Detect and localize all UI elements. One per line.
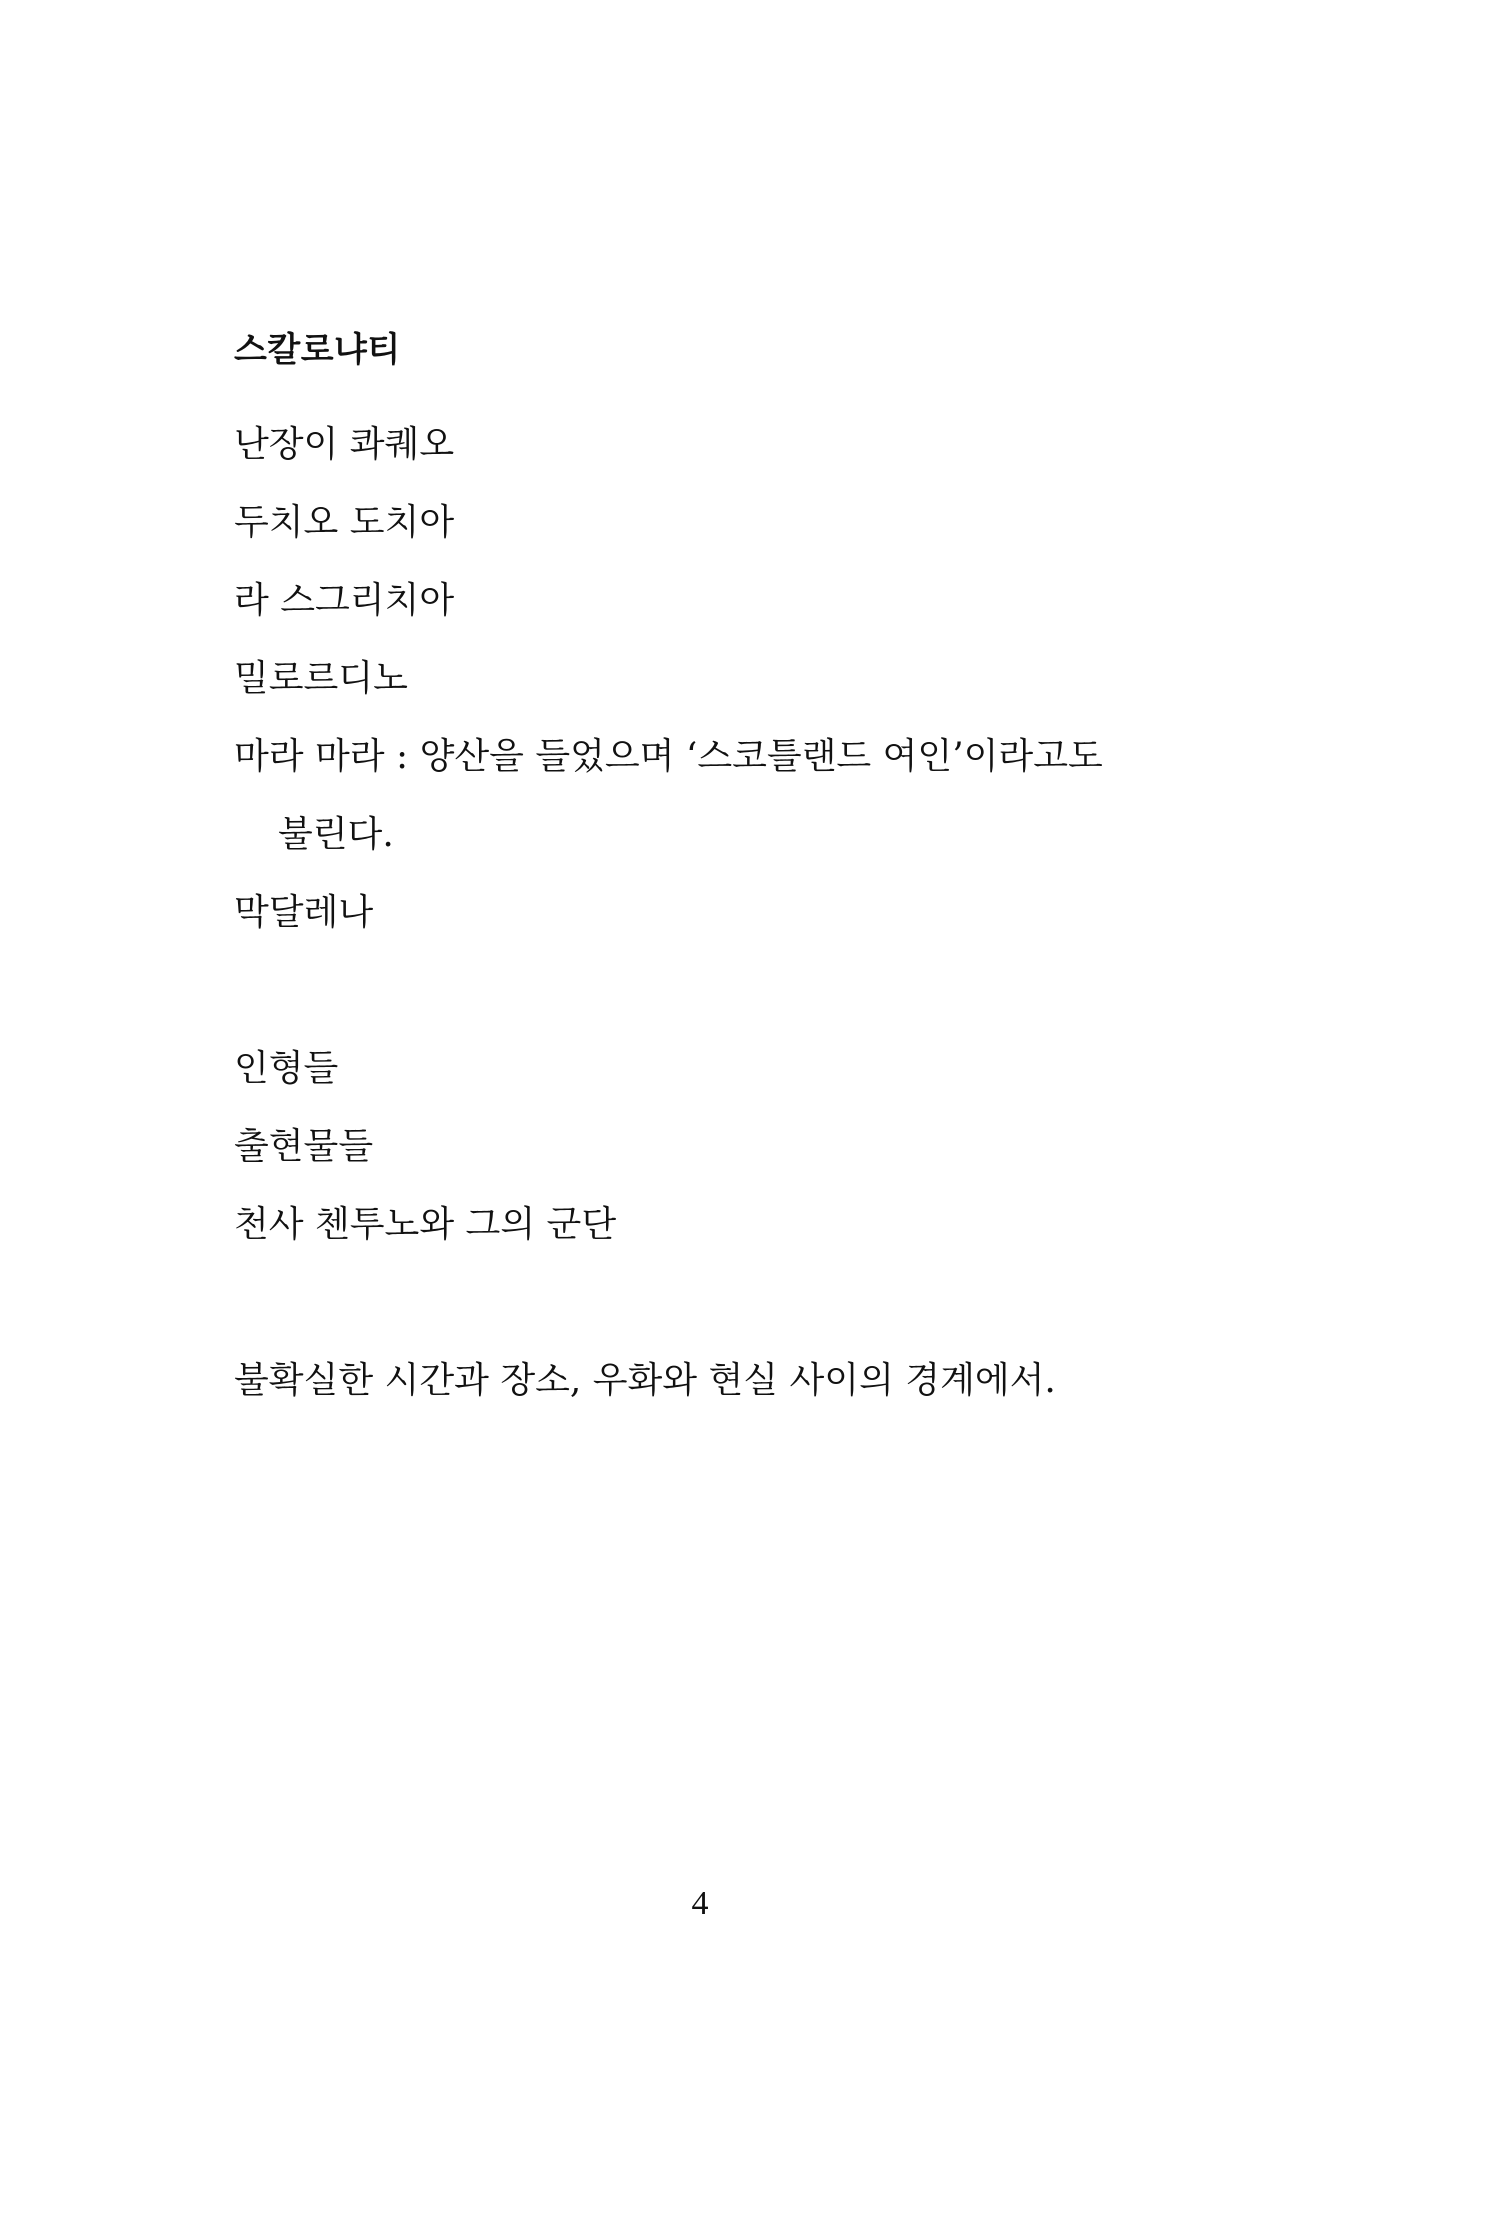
cast-item-duccio: 두치오 도치아 bbox=[234, 502, 455, 543]
cast-item-mara-mara-continued: 불린다. bbox=[278, 814, 394, 855]
cast-item-sgriccia: 라 스그리치아 bbox=[234, 580, 455, 621]
cast-item-maddalena: 막달레나 bbox=[234, 892, 374, 933]
page-number: 4 bbox=[691, 1885, 709, 1922]
group-heading: 스칼로냐티 bbox=[234, 330, 401, 370]
section-gap bbox=[234, 952, 1334, 1030]
cast-item-dwarf: 난장이 콰퀘오 bbox=[234, 424, 455, 465]
cast-item-dolls: 인형들 bbox=[234, 1048, 339, 1089]
cast-item-mara-mara: 마라 마라 : 양산을 들었으며 ‘스코틀랜드 여인’이라고도 bbox=[234, 736, 1103, 777]
cast-item-angel: 천사 첸투노와 그의 군단 bbox=[234, 1204, 617, 1245]
section-gap bbox=[234, 1264, 1334, 1342]
cast-list bbox=[234, 328, 1334, 1420]
setting-description: 불확실한 시간과 장소, 우화와 현실 사이의 경계에서. bbox=[234, 1360, 1056, 1401]
cast-item-milordino: 밀로르디노 bbox=[234, 658, 408, 699]
cast-item-apparitions: 출현물들 bbox=[234, 1126, 374, 1167]
